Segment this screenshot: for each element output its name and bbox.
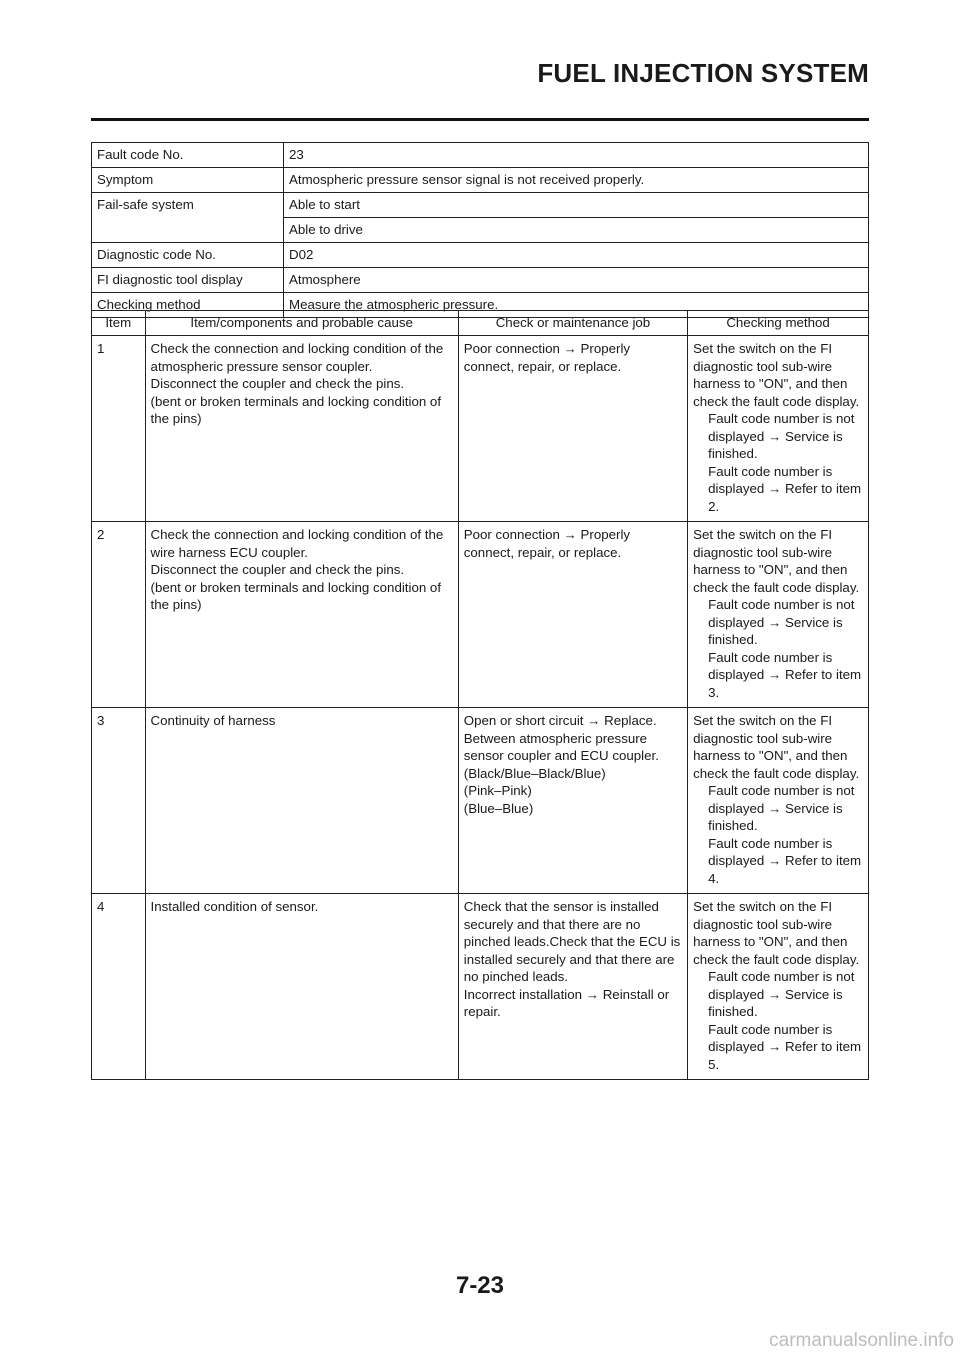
checking-method-label: Checking method <box>92 293 284 318</box>
title-rule <box>91 118 869 121</box>
job-line: Open or short circuit → Replace. <box>463 713 657 728</box>
checking-method-value: Measure the atmospheric pressure. <box>284 293 869 318</box>
cause-line: Check the connection and locking condition of the atmospheric pressure sensor coupler. <box>150 341 444 374</box>
method-instruction: Set the switch on the FI diagnostic tool sub-wire harness to "ON", and then check the fault code display. <box>693 899 860 967</box>
info-row-fault-code <box>92 143 869 168</box>
fault-code-value: 23 <box>284 143 869 168</box>
table-row <box>92 336 869 522</box>
method-result-ng: Fault code number is displayed → Refer to item 4. <box>708 835 862 886</box>
failsafe-label: Fail-safe system <box>92 193 284 218</box>
maintenance-job <box>458 336 687 522</box>
header-item: Item <box>92 311 146 336</box>
info-row-failsafe-1 <box>92 193 869 218</box>
symptom-label: Symptom <box>92 168 284 193</box>
check-table-header <box>92 311 869 336</box>
failsafe-value-start: Able to start <box>284 193 869 218</box>
item-number: 1 <box>92 336 146 522</box>
job-line: (Pink–Pink) <box>463 783 532 798</box>
cause-line: Continuity of harness <box>150 713 276 728</box>
job-line: Check that the sensor is installed securely and that there are no pinched leads.Check that the ECU is installed securely and that there are no pinched leads. <box>463 899 681 984</box>
diag-code-value: D02 <box>284 243 869 268</box>
job-line: Poor connection → Properly connect, repair, or replace. <box>463 527 631 560</box>
cause-line: Check the connection and locking condition of the wire harness ECU coupler. <box>150 527 444 560</box>
maintenance-job <box>458 894 687 1080</box>
tool-display-label: FI diagnostic tool display <box>92 268 284 293</box>
job-line: Between atmospheric pressure sensor coupler and ECU coupler. <box>463 730 659 763</box>
info-row-diag-code <box>92 243 869 268</box>
method-result-ng: Fault code number is displayed → Refer to item 3. <box>708 649 862 700</box>
job-line: Poor connection → Properly connect, repair, or replace. <box>463 341 631 374</box>
cause-line: Installed condition of sensor. <box>150 899 319 914</box>
cause-line: (bent or broken terminals and locking condition of the pins) <box>150 393 442 426</box>
fault-code-label: Fault code No. <box>92 143 284 168</box>
item-number: 3 <box>92 708 146 894</box>
header-components: Item/components and probable cause <box>145 311 458 336</box>
method-instruction: Set the switch on the FI diagnostic tool sub-wire harness to "ON", and then check the fault code display. <box>693 713 860 781</box>
fault-info-table <box>91 142 869 318</box>
maintenance-job <box>458 708 687 894</box>
table-row <box>92 894 869 1080</box>
check-table-body <box>92 336 869 1080</box>
method-instruction: Set the switch on the FI diagnostic tool sub-wire harness to "ON", and then check the fault code display. <box>693 341 860 409</box>
check-procedure-table <box>91 310 869 1080</box>
cause-line: (bent or broken terminals and locking condition of the pins) <box>150 579 442 612</box>
method-instruction: Set the switch on the FI diagnostic tool sub-wire harness to "ON", and then check the fault code display. <box>693 527 860 595</box>
symptom-value: Atmospheric pressure sensor signal is not received properly. <box>284 168 869 193</box>
cause-line: Disconnect the coupler and check the pins. <box>150 376 405 391</box>
page-number: 7-23 <box>455 1272 505 1299</box>
info-row-tool-display <box>92 268 869 293</box>
failsafe-value-drive: Able to drive <box>284 218 869 243</box>
checking-method <box>688 708 869 894</box>
table-row <box>92 708 869 894</box>
probable-cause <box>145 708 458 894</box>
job-line: (Black/Blue–Black/Blue) <box>463 765 606 781</box>
diag-code-label: Diagnostic code No. <box>92 243 284 268</box>
item-number: 2 <box>92 522 146 708</box>
method-result-ok: Fault code number is not displayed → Service is finished. <box>708 597 855 647</box>
method-result-ok: Fault code number is not displayed → Service is finished. <box>708 783 855 833</box>
checking-method <box>688 522 869 708</box>
probable-cause <box>145 522 458 708</box>
info-row-failsafe-2 <box>92 218 869 243</box>
table-row <box>92 522 869 708</box>
checking-method <box>688 336 869 522</box>
watermark: carmanualsonline.info <box>769 1330 954 1351</box>
probable-cause <box>145 894 458 1080</box>
job-line: Incorrect installation → Reinstall or repair. <box>463 986 670 1019</box>
item-number: 4 <box>92 894 146 1080</box>
header-check-job: Check or maintenance job <box>458 311 687 336</box>
failsafe-label-continued <box>92 218 284 243</box>
probable-cause <box>145 336 458 522</box>
checking-method <box>688 894 869 1080</box>
tool-display-value: Atmosphere <box>284 268 869 293</box>
method-result-ng: Fault code number is displayed → Refer to item 2. <box>708 463 862 514</box>
header-checking-method: Checking method <box>688 311 869 336</box>
info-row-symptom <box>92 168 869 193</box>
maintenance-job <box>458 522 687 708</box>
cause-line: Disconnect the coupler and check the pins. <box>150 562 405 577</box>
method-result-ng: Fault code number is displayed → Refer to item 5. <box>708 1021 862 1072</box>
page-title: FUEL INJECTION SYSTEM <box>537 58 869 88</box>
method-result-ok: Fault code number is not displayed → Service is finished. <box>708 969 855 1019</box>
method-result-ok: Fault code number is not displayed → Service is finished. <box>708 411 855 461</box>
job-line: (Blue–Blue) <box>463 800 534 816</box>
